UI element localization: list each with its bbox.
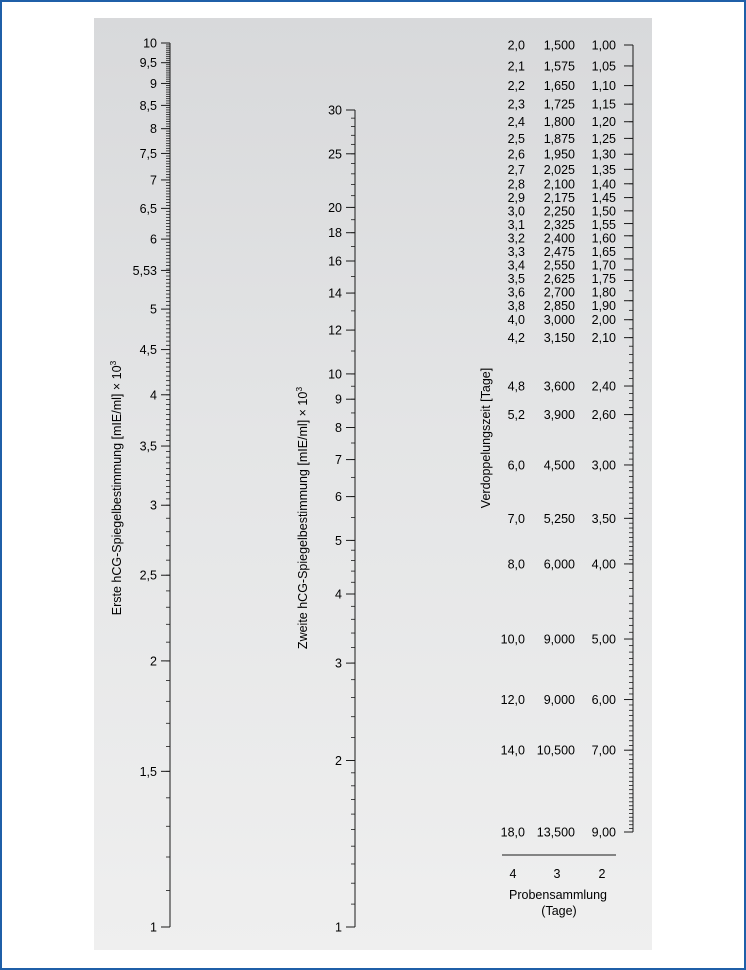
scale1-tick-label: 9,5: [139, 56, 157, 71]
scale3-col3-label: 4,500: [543, 458, 575, 473]
scale3-col2-label: 1,65: [591, 245, 616, 260]
scale2-axis-label-exponent: 3: [294, 386, 304, 392]
scale2-axis-label: [294, 387, 310, 649]
scale2-tick-label: 9: [335, 392, 342, 407]
scale3-col3-label: 9,000: [543, 632, 575, 647]
scale3-col3-label: 2,625: [543, 272, 575, 287]
scale3-col3-label: 2,475: [543, 245, 575, 260]
column-header-4: 4: [509, 867, 517, 881]
scale3-col2-label: 2,00: [591, 313, 616, 328]
scale3-col2-label: 1,50: [591, 204, 616, 219]
scale3-col2-label: 2,10: [591, 331, 616, 346]
scale2-tick-label: 7: [335, 453, 342, 468]
scale1-tick-label: 2,5: [139, 568, 157, 583]
scale3-col3-label: 1,500: [543, 38, 575, 53]
scale1-axis-label: [108, 360, 124, 615]
scale3-col3-label: 1,650: [543, 79, 575, 94]
scale2-tick-label: 16: [328, 254, 342, 269]
scale1-tick-label: 1,5: [139, 764, 157, 779]
scale1-tick-label: 8: [150, 122, 157, 137]
scale3-col4-label: 2,9: [507, 191, 525, 206]
scale3-col4-label: 2,0: [507, 38, 525, 53]
scale3-col4-label: 2,3: [507, 97, 525, 112]
scale1-tick-label: 7: [150, 173, 157, 188]
scale1-tick-label: 4,5: [139, 343, 157, 358]
scale3-col4-label: 3,1: [507, 218, 525, 233]
scale1-tick-label: 10: [143, 36, 157, 51]
probensammlung-unit: (Tage): [541, 904, 577, 918]
scale3-col3-label: 2,025: [543, 162, 575, 177]
scale3-col3-label: 1,800: [543, 115, 575, 130]
scale3-col2-label: 6,00: [591, 693, 616, 708]
scale2-axis-label-text: Zweite hCG-Spiegelbestimmung [mIE/ml] × 10: [296, 391, 310, 650]
scale3-col2-label: 2,40: [591, 379, 616, 394]
scale3-col2-label: 1,25: [591, 131, 616, 146]
scale2-tick-label: 1: [335, 920, 342, 935]
scale3-col3-label: 2,400: [543, 231, 575, 246]
scale3-col2-label: 3,50: [591, 511, 616, 526]
scale3-col2-label: 1,70: [591, 258, 616, 273]
scale1-tick-label: 3,5: [139, 439, 157, 454]
scale3-col4-label: 10,0: [500, 632, 525, 647]
scale2-tick-label: 18: [328, 226, 342, 241]
scale3-col3-label: 1,725: [543, 97, 575, 112]
scale-first-hcg: [133, 37, 170, 935]
scale3-col2-label: 2,60: [591, 408, 616, 423]
scale3-col2-label: 4,00: [591, 557, 616, 572]
scale3-col4-label: 6,0: [507, 458, 525, 473]
scale3-col4-label: 3,3: [507, 245, 525, 260]
scale3-col2-label: 1,00: [591, 38, 616, 53]
scale2-tick-label: 14: [328, 286, 342, 301]
scale3-col2-label: 1,40: [591, 177, 616, 192]
scale2-tick-label: 4: [335, 587, 342, 602]
scale3-axis-label: Verdoppelungszeit [Tage]: [479, 367, 493, 509]
scale3-col4-label: 18,0: [500, 825, 525, 840]
scale3-col2-label: 3,00: [591, 458, 616, 473]
scale3-col2-label: 9,00: [591, 825, 616, 840]
scale3-col2-label: 1,35: [591, 162, 616, 177]
scale3-col2-label: 1,80: [591, 285, 616, 300]
scale3-col3-label: 2,100: [543, 177, 575, 192]
scale3-col2-label: 1,20: [591, 115, 616, 130]
column-header-2: 2: [598, 867, 606, 881]
scale3-col3-label: 2,550: [543, 258, 575, 273]
scale3-col4-label: 4,0: [507, 313, 525, 328]
scale3-col4-label: 2,6: [507, 147, 525, 162]
scale3-col3-label: 5,250: [543, 511, 575, 526]
scale3-col3-label: 3,150: [543, 331, 575, 346]
scale1-tick-label: 9: [150, 76, 157, 91]
scale3-col4-label: 3,0: [507, 204, 525, 219]
scale3-col4-label: 3,8: [507, 299, 525, 314]
scale3-col4-label: 2,7: [507, 162, 525, 177]
scale3-col3-label: 1,950: [543, 147, 575, 162]
scale3-col3-label: 2,850: [543, 299, 575, 314]
scale2-tick-label: 10: [328, 367, 342, 382]
scale2-tick-label: 3: [335, 656, 342, 671]
scale1-tick-label: 8,5: [139, 98, 157, 113]
scale2-tick-label: 2: [335, 753, 342, 768]
scale3-col2-label: 1,90: [591, 299, 616, 314]
scale1-axis-label-exponent: 3: [108, 360, 118, 366]
scale3-col4-label: 2,1: [507, 59, 525, 74]
scale3-col3-label: 10,500: [536, 743, 575, 758]
scale2-tick-label: 6: [335, 490, 342, 505]
scale3-col2-label: 7,00: [591, 743, 616, 758]
scale3-col4-label: 3,4: [507, 258, 525, 273]
scale1-tick-label: 4: [150, 388, 157, 403]
scale3-col4-label: 2,8: [507, 177, 525, 192]
scale3-col3-label: 2,325: [543, 218, 575, 233]
scale3-col3-label: 1,875: [543, 131, 575, 146]
scale3-col3-label: 6,000: [543, 557, 575, 572]
scale3-col3-label: 9,000: [543, 693, 575, 708]
scale3-col4-label: 2,5: [507, 131, 525, 146]
scale1-tick-label: 6,5: [139, 201, 157, 216]
scale1-tick-label: 5,53: [132, 263, 157, 278]
scale3-col3-label: 3,600: [543, 379, 575, 394]
scale3-col3-label: 2,700: [543, 285, 575, 300]
scale1-tick-label: 5: [150, 302, 157, 317]
scale3-col2-label: 1,30: [591, 147, 616, 162]
scale3-col2-label: 1,55: [591, 218, 616, 233]
scale3-col4-label: 4,8: [507, 379, 525, 394]
scale3-col4-label: 7,0: [507, 511, 525, 526]
scale3-col4-label: 12,0: [500, 693, 525, 708]
scale3-col2-label: 5,00: [591, 632, 616, 647]
scale3-col3-label: 2,175: [543, 191, 575, 206]
scale3-col2-label: 1,75: [591, 272, 616, 287]
scale3-col4-label: 2,4: [507, 115, 525, 130]
scale1-tick-label: 3: [150, 498, 157, 513]
scale3-col4-label: 3,6: [507, 285, 525, 300]
scale1-tick-label: 2: [150, 654, 157, 669]
column-header-3: 3: [553, 867, 561, 881]
scale3-col3-label: 2,250: [543, 204, 575, 219]
scale2-tick-label: 8: [335, 420, 342, 435]
scale3-col4-label: 4,2: [507, 331, 525, 346]
scale3-col4-label: 5,2: [507, 408, 525, 423]
scale3-col4-label: 8,0: [507, 557, 525, 572]
scale-second-hcg: [328, 104, 355, 935]
scale3-col3-label: 13,500: [536, 825, 575, 840]
scale3-col3-label: 3,900: [543, 408, 575, 423]
scale2-tick-label: 25: [328, 147, 342, 162]
scale2-tick-label: 5: [335, 533, 342, 548]
scale3-col2-label: 1,15: [591, 97, 616, 112]
scale3-col2-label: 1,10: [591, 79, 616, 94]
scale3-col4-label: 3,5: [507, 272, 525, 287]
scale2-tick-label: 20: [328, 200, 342, 215]
scale1-tick-label: 6: [150, 232, 157, 247]
scale2-tick-label: 30: [328, 103, 342, 118]
scale3-col3-label: 1,575: [543, 59, 575, 74]
probensammlung-label: Probensammlung: [509, 888, 607, 902]
scale3-col3-label: 3,000: [543, 313, 575, 328]
scale3-col2-label: 1,60: [591, 231, 616, 246]
scale3-col4-label: 14,0: [500, 743, 525, 758]
scale3-col4-label: 2,2: [507, 79, 525, 94]
scale3-col2-label: 1,45: [591, 191, 616, 206]
scale1-axis-label-text: Erste hCG-Spiegelbestimmung [mIE/ml] × 10: [110, 365, 124, 616]
scale-doubling-time: [501, 39, 633, 840]
scale3-col4-label: 3,2: [507, 231, 525, 246]
scale3-col2-label: 1,05: [591, 59, 616, 74]
scale2-tick-label: 12: [328, 323, 342, 338]
scale1-tick-label: 1: [150, 920, 157, 935]
scale1-tick-label: 7,5: [139, 146, 157, 161]
